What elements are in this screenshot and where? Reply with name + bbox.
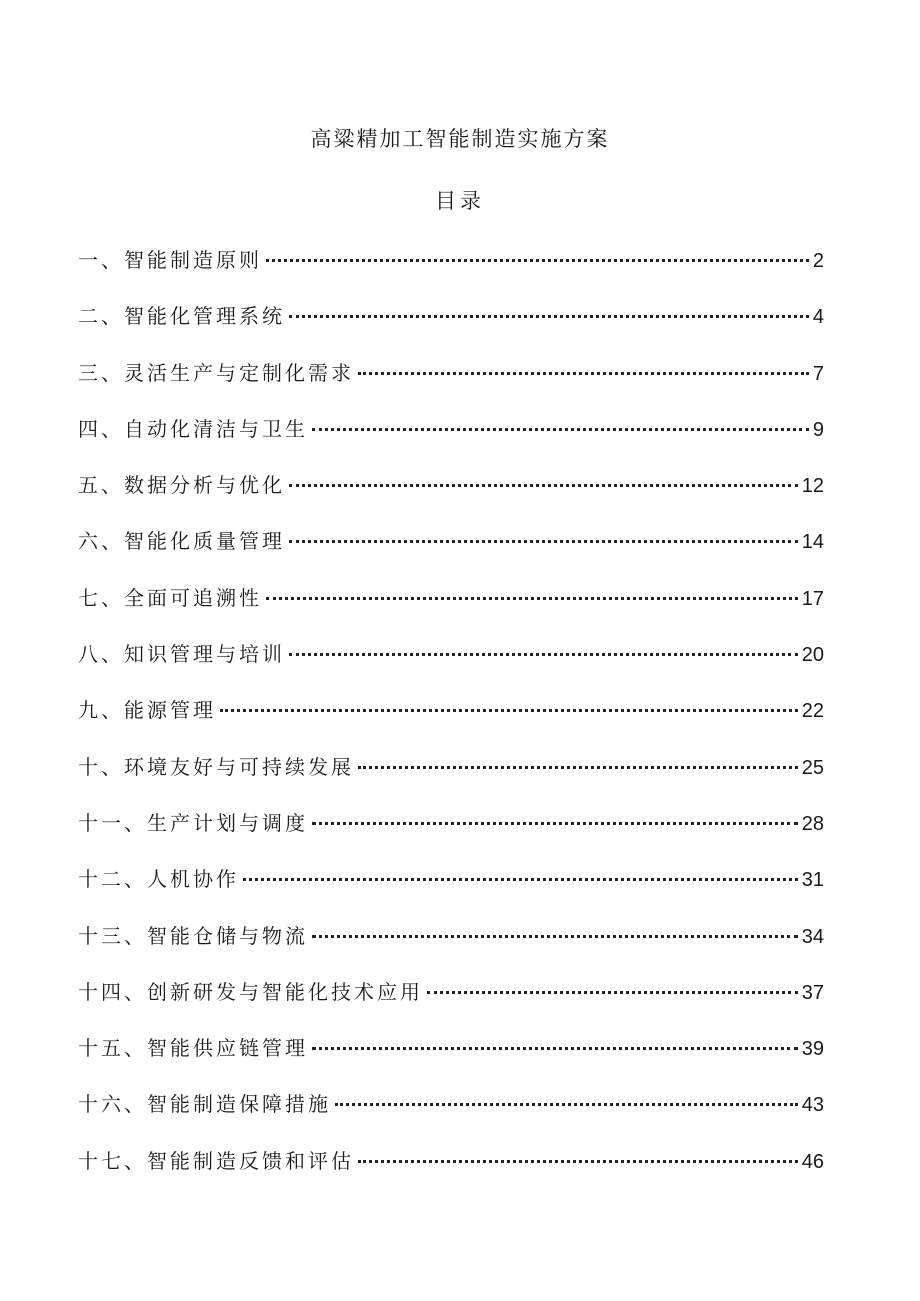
toc-entry[interactable] [78, 864, 824, 920]
toc-entry[interactable] [78, 1146, 824, 1202]
toc-entry-label: 十、环境友好与可持续发展 [78, 754, 354, 779]
toc-page-number: 46 [801, 1150, 824, 1173]
toc-entry[interactable] [78, 470, 824, 526]
toc-entry[interactable] [78, 526, 824, 582]
toc-page-number: 9 [812, 418, 824, 441]
toc-dot-leader [358, 372, 809, 375]
document-title: 高粱精加工智能制造实施方案 [310, 127, 610, 151]
toc-dot-leader [312, 428, 809, 431]
toc-page-number: 4 [812, 306, 824, 329]
toc-entry-label: 七、全面可追溯性 [78, 585, 262, 610]
toc-page-number: 37 [801, 981, 824, 1004]
toc-entry-label: 一、智能制造原则 [78, 248, 262, 272]
table-of-contents [78, 245, 824, 1202]
toc-entry-label: 四、自动化清洁与卫生 [78, 416, 308, 441]
toc-entry-label: 十六、智能制造保障措施 [78, 1092, 331, 1117]
toc-entry[interactable] [78, 639, 824, 695]
toc-entry[interactable] [78, 1089, 824, 1145]
toc-entry-label: 十四、创新研发与智能化技术应用 [78, 979, 423, 1004]
toc-entry-label: 十七、智能制造反馈和评估 [78, 1148, 354, 1173]
toc-dot-leader [220, 709, 798, 712]
toc-entry-label: 十五、智能供应链管理 [78, 1036, 308, 1061]
toc-dot-leader [312, 1047, 798, 1050]
toc-page-number: 43 [801, 1094, 824, 1117]
toc-entry[interactable] [78, 414, 824, 470]
toc-entry[interactable] [78, 1033, 824, 1089]
toc-dot-leader [289, 653, 798, 656]
toc-entry[interactable] [78, 977, 824, 1033]
toc-dot-leader [289, 315, 809, 318]
toc-dot-leader [266, 597, 798, 600]
toc-entry-label: 八、知识管理与培训 [78, 642, 285, 667]
toc-dot-leader [289, 484, 798, 487]
toc-entry-label: 三、灵活生产与定制化需求 [78, 360, 354, 385]
toc-entry[interactable] [78, 245, 824, 301]
toc-entry[interactable] [78, 583, 824, 639]
toc-entry-label: 十一、生产计划与调度 [78, 810, 308, 835]
toc-entry[interactable] [78, 808, 824, 864]
toc-entry-label: 九、能源管理 [78, 698, 216, 723]
toc-page-number: 39 [801, 1038, 824, 1061]
toc-entry-label: 二、智能化管理系统 [78, 304, 285, 329]
toc-dot-leader [358, 1160, 798, 1163]
toc-dot-leader [243, 878, 798, 881]
toc-heading: 目录 [435, 189, 485, 213]
toc-entry[interactable] [78, 752, 824, 808]
toc-page-number: 2 [812, 250, 824, 272]
toc-page-number: 25 [801, 756, 824, 779]
toc-page-number: 20 [801, 644, 824, 667]
toc-entry-label: 十三、智能仓储与物流 [78, 923, 308, 948]
toc-page-number: 7 [812, 362, 824, 385]
toc-entry-label: 六、智能化质量管理 [78, 529, 285, 554]
toc-page-number: 17 [801, 587, 824, 610]
toc-dot-leader [358, 766, 798, 769]
toc-dot-leader [312, 822, 798, 825]
toc-entry[interactable] [78, 301, 824, 357]
toc-dot-leader [312, 935, 798, 938]
toc-entry[interactable] [78, 358, 824, 414]
toc-page-number: 12 [801, 475, 824, 498]
toc-entry[interactable] [78, 921, 824, 977]
toc-dot-leader [427, 991, 798, 994]
toc-page-number: 22 [801, 700, 824, 723]
toc-page-number: 14 [801, 531, 824, 554]
toc-entry-label: 十二、人机协作 [78, 867, 239, 892]
toc-entry[interactable] [78, 695, 824, 751]
toc-dot-leader [266, 259, 809, 262]
toc-dot-leader [289, 540, 798, 543]
toc-dot-leader [335, 1103, 798, 1106]
toc-page-number: 28 [801, 812, 824, 835]
toc-page-number: 34 [801, 925, 824, 948]
toc-page-number: 31 [801, 869, 824, 892]
toc-entry-label: 五、数据分析与优化 [78, 473, 285, 498]
